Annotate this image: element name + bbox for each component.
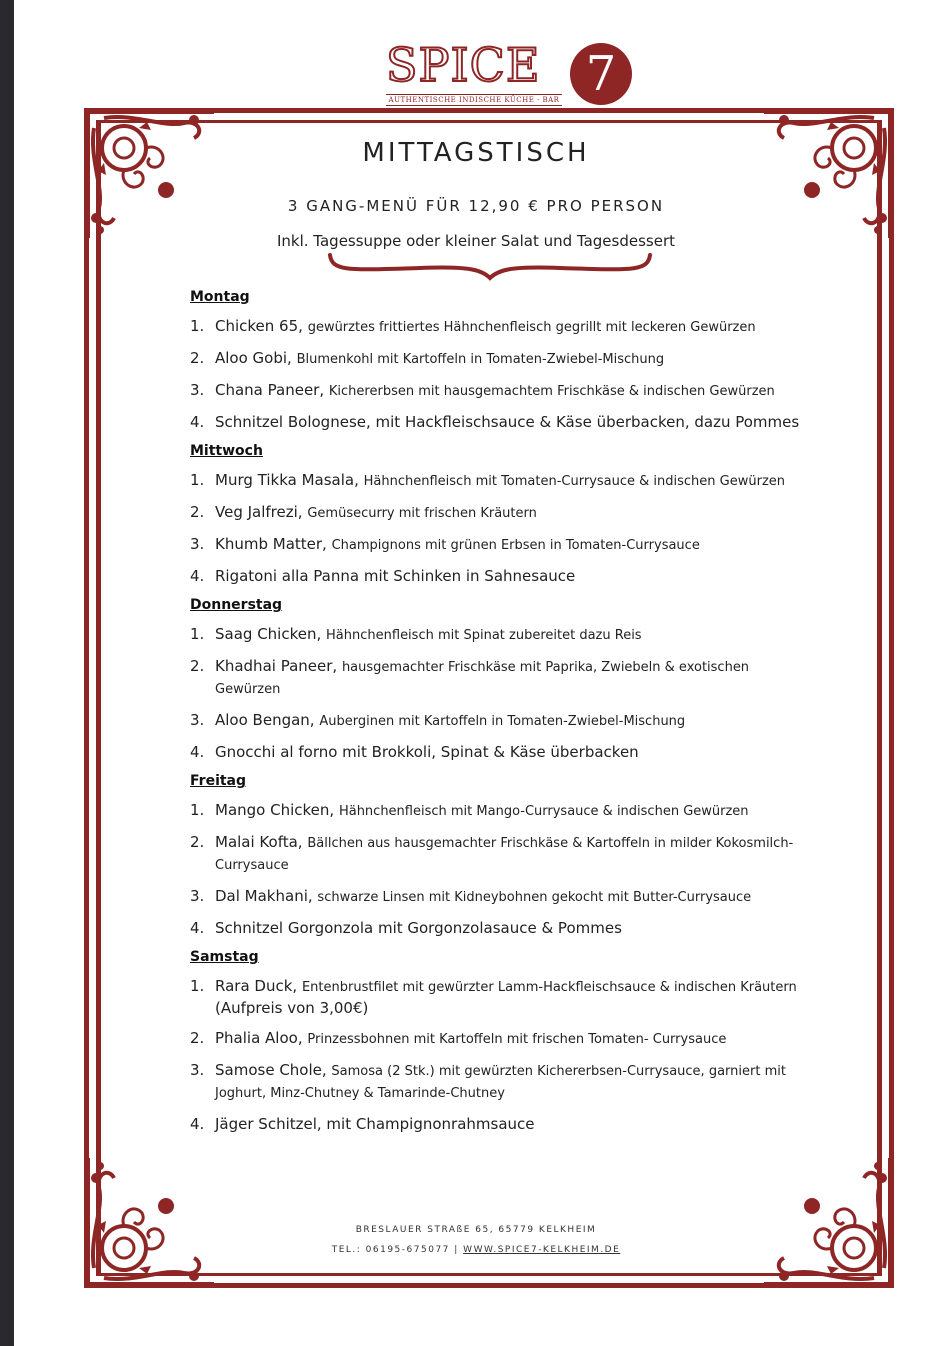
- menu-item: [190, 1028, 810, 1050]
- dish-description: Kichererbsen mit hausgemachtem Frischkäse & indischen Gewürzen: [328, 384, 775, 399]
- item-number: 1.: [190, 471, 205, 489]
- menu-item: [190, 470, 810, 492]
- dish-name: Rara Duck,: [215, 977, 298, 995]
- dish-name: Rigatoni alla Panna mit Schinken in Sahnesauce: [215, 567, 576, 585]
- dish-description: Hähnchenfleisch mit Mango-Currysauce & indischen Gewürzen: [338, 804, 749, 819]
- item-text: [215, 624, 810, 646]
- menu-item: [190, 502, 810, 524]
- day-section: [190, 442, 810, 586]
- dish-description: Blumenkohl mit Kartoffeln in Tomaten-Zwiebel-Mischung: [296, 352, 665, 367]
- day-heading: Samstag: [190, 949, 259, 965]
- dish-name: Chana Paneer,: [215, 381, 325, 399]
- item-text: [215, 918, 810, 938]
- dish-name: Khumb Matter,: [215, 535, 327, 553]
- dish-name: Dal Makhani,: [215, 887, 313, 905]
- surcharge-note: (Aufpreis von 3,00€): [215, 999, 369, 1017]
- item-number: 3.: [190, 535, 205, 553]
- menu-price-subtitle: 3 GANG-MENÜ FÜR 12,90 € PRO PERSON: [287, 197, 665, 215]
- menu-item: [190, 1114, 810, 1134]
- logo-tagline: AUTHENTISCHE INDISCHE KÜCHE · BAR: [386, 94, 562, 106]
- day-section: [190, 596, 810, 762]
- day-heading: Donnerstag: [190, 597, 283, 613]
- item-text: [215, 412, 810, 432]
- item-number: 4.: [190, 743, 205, 761]
- menu-item: [190, 742, 810, 762]
- item-text: [215, 316, 810, 338]
- dish-description: Hähnchenfleisch mit Tomaten-Currysauce & indischen Gewürzen: [363, 474, 786, 489]
- menu-item: [190, 832, 810, 876]
- dish-name: Chicken 65,: [215, 317, 303, 335]
- dish-name: Aloo Gobi,: [215, 349, 292, 367]
- item-text: [215, 976, 810, 1018]
- day-section: [190, 772, 810, 938]
- footer-contact: [0, 1245, 952, 1255]
- website-link[interactable]: WWW.SPICE7-KELKHEIM.DE: [463, 1245, 621, 1255]
- menu-item: [190, 534, 810, 556]
- dish-name: Saag Chicken,: [215, 625, 322, 643]
- dish-description: Entenbrustfilet mit gewürzter Lamm-Hackfleischsauce & indischen Kräutern: [301, 980, 797, 995]
- item-text: [215, 742, 810, 762]
- dish-description: Gemüsecurry mit frischen Kräutern: [307, 506, 537, 521]
- dish-description: Samosa (2 Stk.) mit gewürzten Kichererbsen-Currysauce, garniert mit Joghurt, Minz-Chutney & Tamarinde-Chutney: [215, 1064, 786, 1101]
- item-text: [215, 710, 810, 732]
- dish-name: Veg Jalfrezi,: [215, 503, 303, 521]
- menu-item: [190, 976, 810, 1018]
- item-number: 2.: [190, 1029, 205, 1047]
- menu-includes-note: Inkl. Tagessuppe oder kleiner Salat und Tagesdessert: [276, 232, 676, 250]
- item-number: 2.: [190, 833, 205, 851]
- item-number: 1.: [190, 977, 205, 995]
- menu-item: [190, 800, 810, 822]
- logo-number-badge: 7: [570, 43, 632, 105]
- dish-name: Phalia Aloo,: [215, 1029, 303, 1047]
- item-number: 3.: [190, 381, 205, 399]
- item-text: [215, 380, 810, 402]
- spice7-logo: [386, 40, 636, 110]
- menu-item: [190, 710, 810, 732]
- item-text: [215, 1114, 810, 1134]
- item-text: [215, 470, 810, 492]
- item-number: 3.: [190, 1061, 205, 1079]
- item-number: 3.: [190, 711, 205, 729]
- item-text: [215, 656, 810, 700]
- item-text: [215, 348, 810, 370]
- menu-item: [190, 886, 810, 908]
- item-text: [215, 886, 810, 908]
- item-number: 4.: [190, 919, 205, 937]
- item-number: 4.: [190, 567, 205, 585]
- menu-item: [190, 918, 810, 938]
- dish-description: Bällchen aus hausgemachter Frischkäse & Kartoffeln in milder Kokosmilch-Currysauce: [215, 836, 794, 873]
- item-number: 1.: [190, 625, 205, 643]
- item-text: [215, 800, 810, 822]
- page-title: MITTAGSTISCH: [362, 138, 590, 168]
- dish-name: Samose Chole,: [215, 1061, 327, 1079]
- footer-address: BRESLAUER STRAßE 65, 65779 KELKHEIM: [355, 1225, 597, 1235]
- dish-name: Schnitzel Gorgonzola mit Gorgonzolasauce & Pommes: [215, 919, 622, 937]
- dish-name: Schnitzel Bolognese, mit Hackfleischsauce & Käse überbacken, dazu Pommes: [215, 413, 800, 431]
- item-number: 1.: [190, 317, 205, 335]
- item-number: 4.: [190, 1115, 205, 1133]
- item-number: 2.: [190, 503, 205, 521]
- dish-name: Jäger Schitzel, mit Champignonrahmsauce: [215, 1115, 535, 1133]
- day-heading: Mittwoch: [190, 443, 263, 459]
- weekly-menu: [190, 288, 810, 1144]
- item-number: 1.: [190, 801, 205, 819]
- item-number: 4.: [190, 413, 205, 431]
- item-text: [215, 502, 810, 524]
- menu-item: [190, 348, 810, 370]
- menu-item: [190, 1060, 810, 1104]
- footer-phone: TEL.: 06195-675077 |: [331, 1245, 459, 1255]
- day-heading: Freitag: [190, 773, 247, 789]
- item-text: [215, 1060, 810, 1104]
- item-number: 2.: [190, 657, 205, 675]
- menu-item: [190, 566, 810, 586]
- dish-description: Hähnchenfleisch mit Spinat zubereitet dazu Reis: [326, 628, 642, 643]
- item-text: [215, 566, 810, 586]
- dish-description: schwarze Linsen mit Kidneybohnen gekocht mit Butter-Currysauce: [317, 890, 752, 905]
- dish-name: Khadhai Paneer,: [215, 657, 338, 675]
- dish-description: Champignons mit grünen Erbsen in Tomaten-Currysauce: [331, 538, 700, 553]
- item-number: 2.: [190, 349, 205, 367]
- item-number: 3.: [190, 887, 205, 905]
- dish-name: Murg Tikka Masala,: [215, 471, 359, 489]
- day-heading: Montag: [190, 289, 250, 305]
- menu-item: [190, 624, 810, 646]
- day-section: [190, 948, 810, 1134]
- dish-name: Aloo Bengan,: [215, 711, 315, 729]
- menu-item: [190, 656, 810, 700]
- day-section: [190, 288, 810, 432]
- item-text: [215, 534, 810, 556]
- item-text: [215, 1028, 810, 1050]
- logo-wordmark: SPICE: [386, 38, 541, 92]
- menu-item: [190, 316, 810, 338]
- item-text: [215, 832, 810, 876]
- dish-name: Malai Kofta,: [215, 833, 303, 851]
- dish-description: hausgemachter Frischkäse mit Paprika, Zwiebeln & exotischen Gewürzen: [215, 660, 750, 697]
- dish-name: Gnocchi al forno mit Brokkoli, Spinat & Käse überbacken: [215, 743, 639, 761]
- dish-description: Prinzessbohnen mit Kartoffeln mit frischen Tomaten- Currysauce: [307, 1032, 727, 1047]
- dish-description: Auberginen mit Kartoffeln in Tomaten-Zwiebel-Mischung: [319, 714, 686, 729]
- menu-item: [190, 380, 810, 402]
- dish-name: Mango Chicken,: [215, 801, 335, 819]
- dish-description: gewürztes frittiertes Hähnchenfleisch gegrillt mit leckeren Gewürzen: [307, 320, 756, 335]
- menu-item: [190, 412, 810, 432]
